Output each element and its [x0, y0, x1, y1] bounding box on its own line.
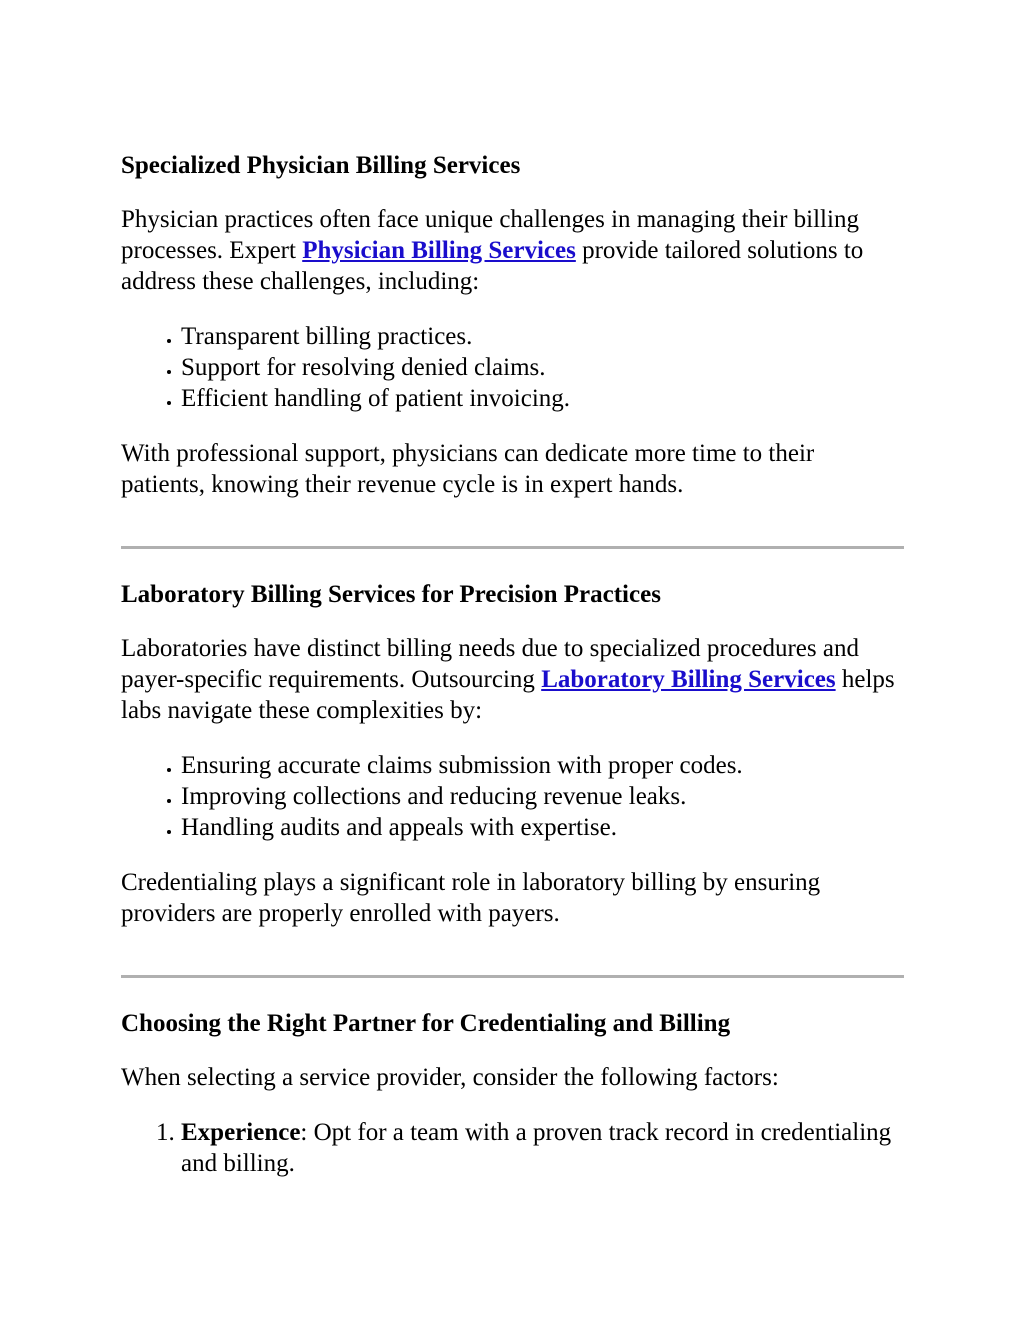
section-closing-physician-billing: With professional support, physicians can dedicate more time to their patients, knowing their revenue cycle is in expert hands.: [121, 440, 815, 498]
intro-text: helps labs navigate these complexities by:: [121, 666, 895, 724]
section-intro-choosing-partner: When selecting a service provider, consider the following factors:: [121, 1064, 779, 1091]
section-intro-laboratory-billing: [121, 633, 904, 726]
intro-text: Laboratories have distinct billing needs due to specialized procedures and payer-specific requirements. Outsourcing: [121, 635, 859, 693]
section-heading-physician-billing: Specialized Physician Billing Services: [121, 152, 521, 179]
laboratory-billing-services-link[interactable]: Laboratory Billing Services: [541, 666, 836, 693]
ordered-list-factors: [121, 1117, 904, 1179]
bullet-list-physician-billing: [121, 321, 904, 414]
intro-text: provide tailored solutions to address these challenges, including:: [121, 237, 864, 295]
list-item: • Improving collections and reducing revenue leaks.: [181, 781, 904, 812]
list-item: • Ensuring accurate claims submission with proper codes.: [181, 750, 904, 781]
list-item: [181, 1117, 904, 1179]
section-heading-choosing-partner: Choosing the Right Partner for Credentialing and Billing: [121, 1010, 731, 1037]
list-item: • Efficient handling of patient invoicing.: [181, 383, 904, 414]
factor-text: : Opt for a team with a proven track record in credentialing and billing.: [181, 1119, 892, 1177]
section-closing-laboratory-billing: Credentialing plays a significant role in laboratory billing by ensuring providers are properly enrolled with payers.: [121, 869, 821, 927]
document-page: [121, 150, 904, 1179]
list-item: • Support for resolving denied claims.: [181, 352, 904, 383]
physician-billing-services-link[interactable]: Physician Billing Services: [302, 237, 576, 264]
list-item: • Transparent billing practices.: [181, 321, 904, 352]
factor-term: Experience: [181, 1119, 301, 1146]
intro-text: Physician practices often face unique challenges in managing their billing processes. Expert: [121, 206, 859, 264]
list-item: • Handling audits and appeals with expertise.: [181, 812, 904, 843]
section-intro-physician-billing: [121, 204, 904, 297]
bullet-list-laboratory-billing: [121, 750, 904, 843]
section-heading-laboratory-billing: Laboratory Billing Services for Precision Practices: [121, 581, 661, 608]
